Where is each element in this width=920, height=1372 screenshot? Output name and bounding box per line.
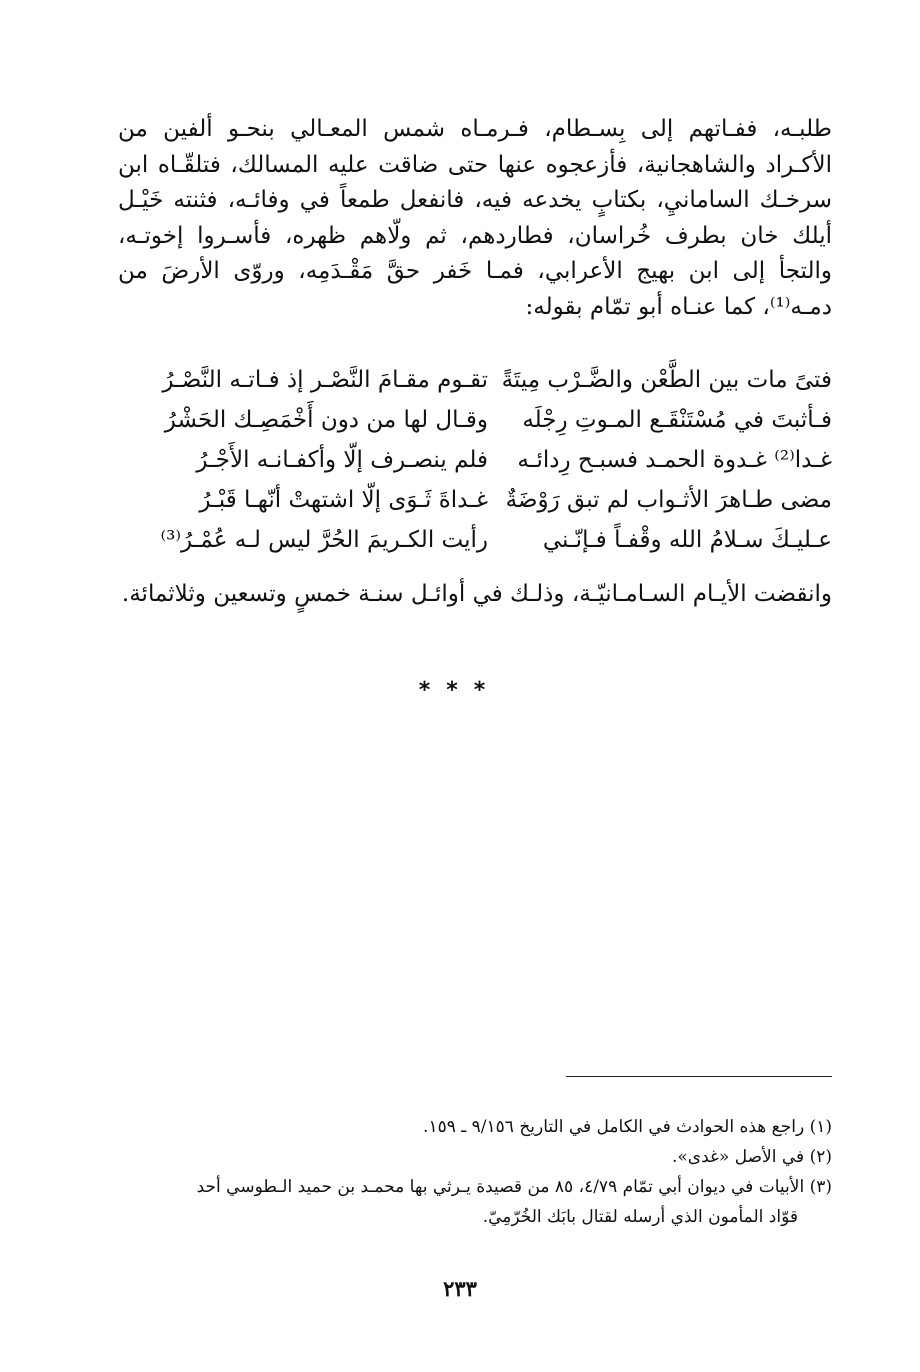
verse-first-hemistich: مضى طـاهرَ الأثـواب لم تبق رَوْضَةٌ [505, 487, 832, 513]
verse [118, 480, 832, 520]
footnote [130, 1172, 832, 1232]
verse-first-hemistich: فـأثبتَ في مُسْتَنْقَـع المـوتِ رِجْلَه [522, 407, 832, 433]
verse [118, 440, 832, 480]
closing-text: وانقضت الأيـام السـامـانيّـة، وذلـك في أوائـل سنـة خمسٍ وتسعين وثلاثمائة. [121, 581, 832, 607]
page-number: ٢٣٣ [443, 1276, 477, 1301]
footnotes [130, 1112, 832, 1232]
footnote-text: راجع هذه الحوادث في الكامل في التاريخ ٩/١٥٦ ـ ١٥٩. [423, 1117, 805, 1137]
paragraph-text: طلبـه، ففـاتهم إلى بِسـطام، فـرمـاه شمس المعـالي بنحـو ألفين من الأكـراد والشاهجانية، فأزعجوه عنها حتى ضاقت عليه المسالك، فتلقّـاه ابن سرخـك السامانيِ، بكتابٍ يخدعه فيه، فانفعل طمعاً في وفائـه، فثنته خَيْـل أيلك خان بطرف خُراسان، فطاردهم، ثم ولّاهم ظهره، فأسـروا إخوتـه، والتجأ إلى ابن بهيج الأعرابي، فمـا خَفر حقَّ مَقْـدَمِه، وروّى الأرضَ من دمـه⁽¹⁾، كما عنـاه أبو تمّام بقوله: [118, 116, 832, 320]
section-separator: *** [418, 678, 502, 703]
verse-second-hemistich: تقـوم مقـامَ النَّصْـر إذ فـاتـه النَّصْـرُ [162, 367, 488, 393]
footnote [130, 1112, 832, 1142]
verse [118, 360, 832, 400]
verse-first-hemistich: عـليـكَ سـلامُ الله وقْفـاً فـإنّـني [542, 527, 832, 553]
footnote-text: في الأصل «غدى». [672, 1147, 805, 1167]
verse-first-hemistich: غـدا⁽²⁾ غـدوة الحمـد فسبـح رِدائـه [517, 447, 832, 473]
footnote-number: (٢) [809, 1147, 832, 1167]
footnote-continuation: قوّاد المأمون الذي أرسله لقتال بابَك الخُرّمِيّ. [482, 1207, 798, 1227]
verse-second-hemistich: غـداةَ ثَـوَى إلّا اشتهتْ أنّهـا قَبْـرُ [199, 487, 488, 513]
footnote-number: (١) [809, 1117, 832, 1137]
footnote [130, 1142, 832, 1172]
main-paragraph [118, 112, 832, 326]
closing-paragraph [118, 576, 832, 612]
verse [118, 520, 832, 560]
verse-first-hemistich: فتىً مات بين الطَّعْن والضَّـرْب مِيتَةً [501, 367, 832, 393]
poem [118, 360, 832, 560]
footnote-rule [566, 1076, 832, 1077]
verse-second-hemistich: وقـال لها من دون أَخْمَصِـك الحَشْرُ [164, 407, 488, 433]
verse-second-hemistich: رأيت الكـريمَ الحُرَّ ليس لـه عُمْـرُ⁽³⁾ [160, 527, 488, 553]
verse [118, 400, 832, 440]
footnote-text: الأبيات في ديوان أبي تمّام ٤/٧٩، ٨٥ من قصيدة يـرثي بها محمـد بن حميد الـطوسي أحد [196, 1177, 805, 1197]
verse-second-hemistich: فلم ينصـرف إلّا وأكفـانـه الأَجْـرُ [196, 447, 488, 473]
footnote-number: (٣) [809, 1177, 832, 1197]
